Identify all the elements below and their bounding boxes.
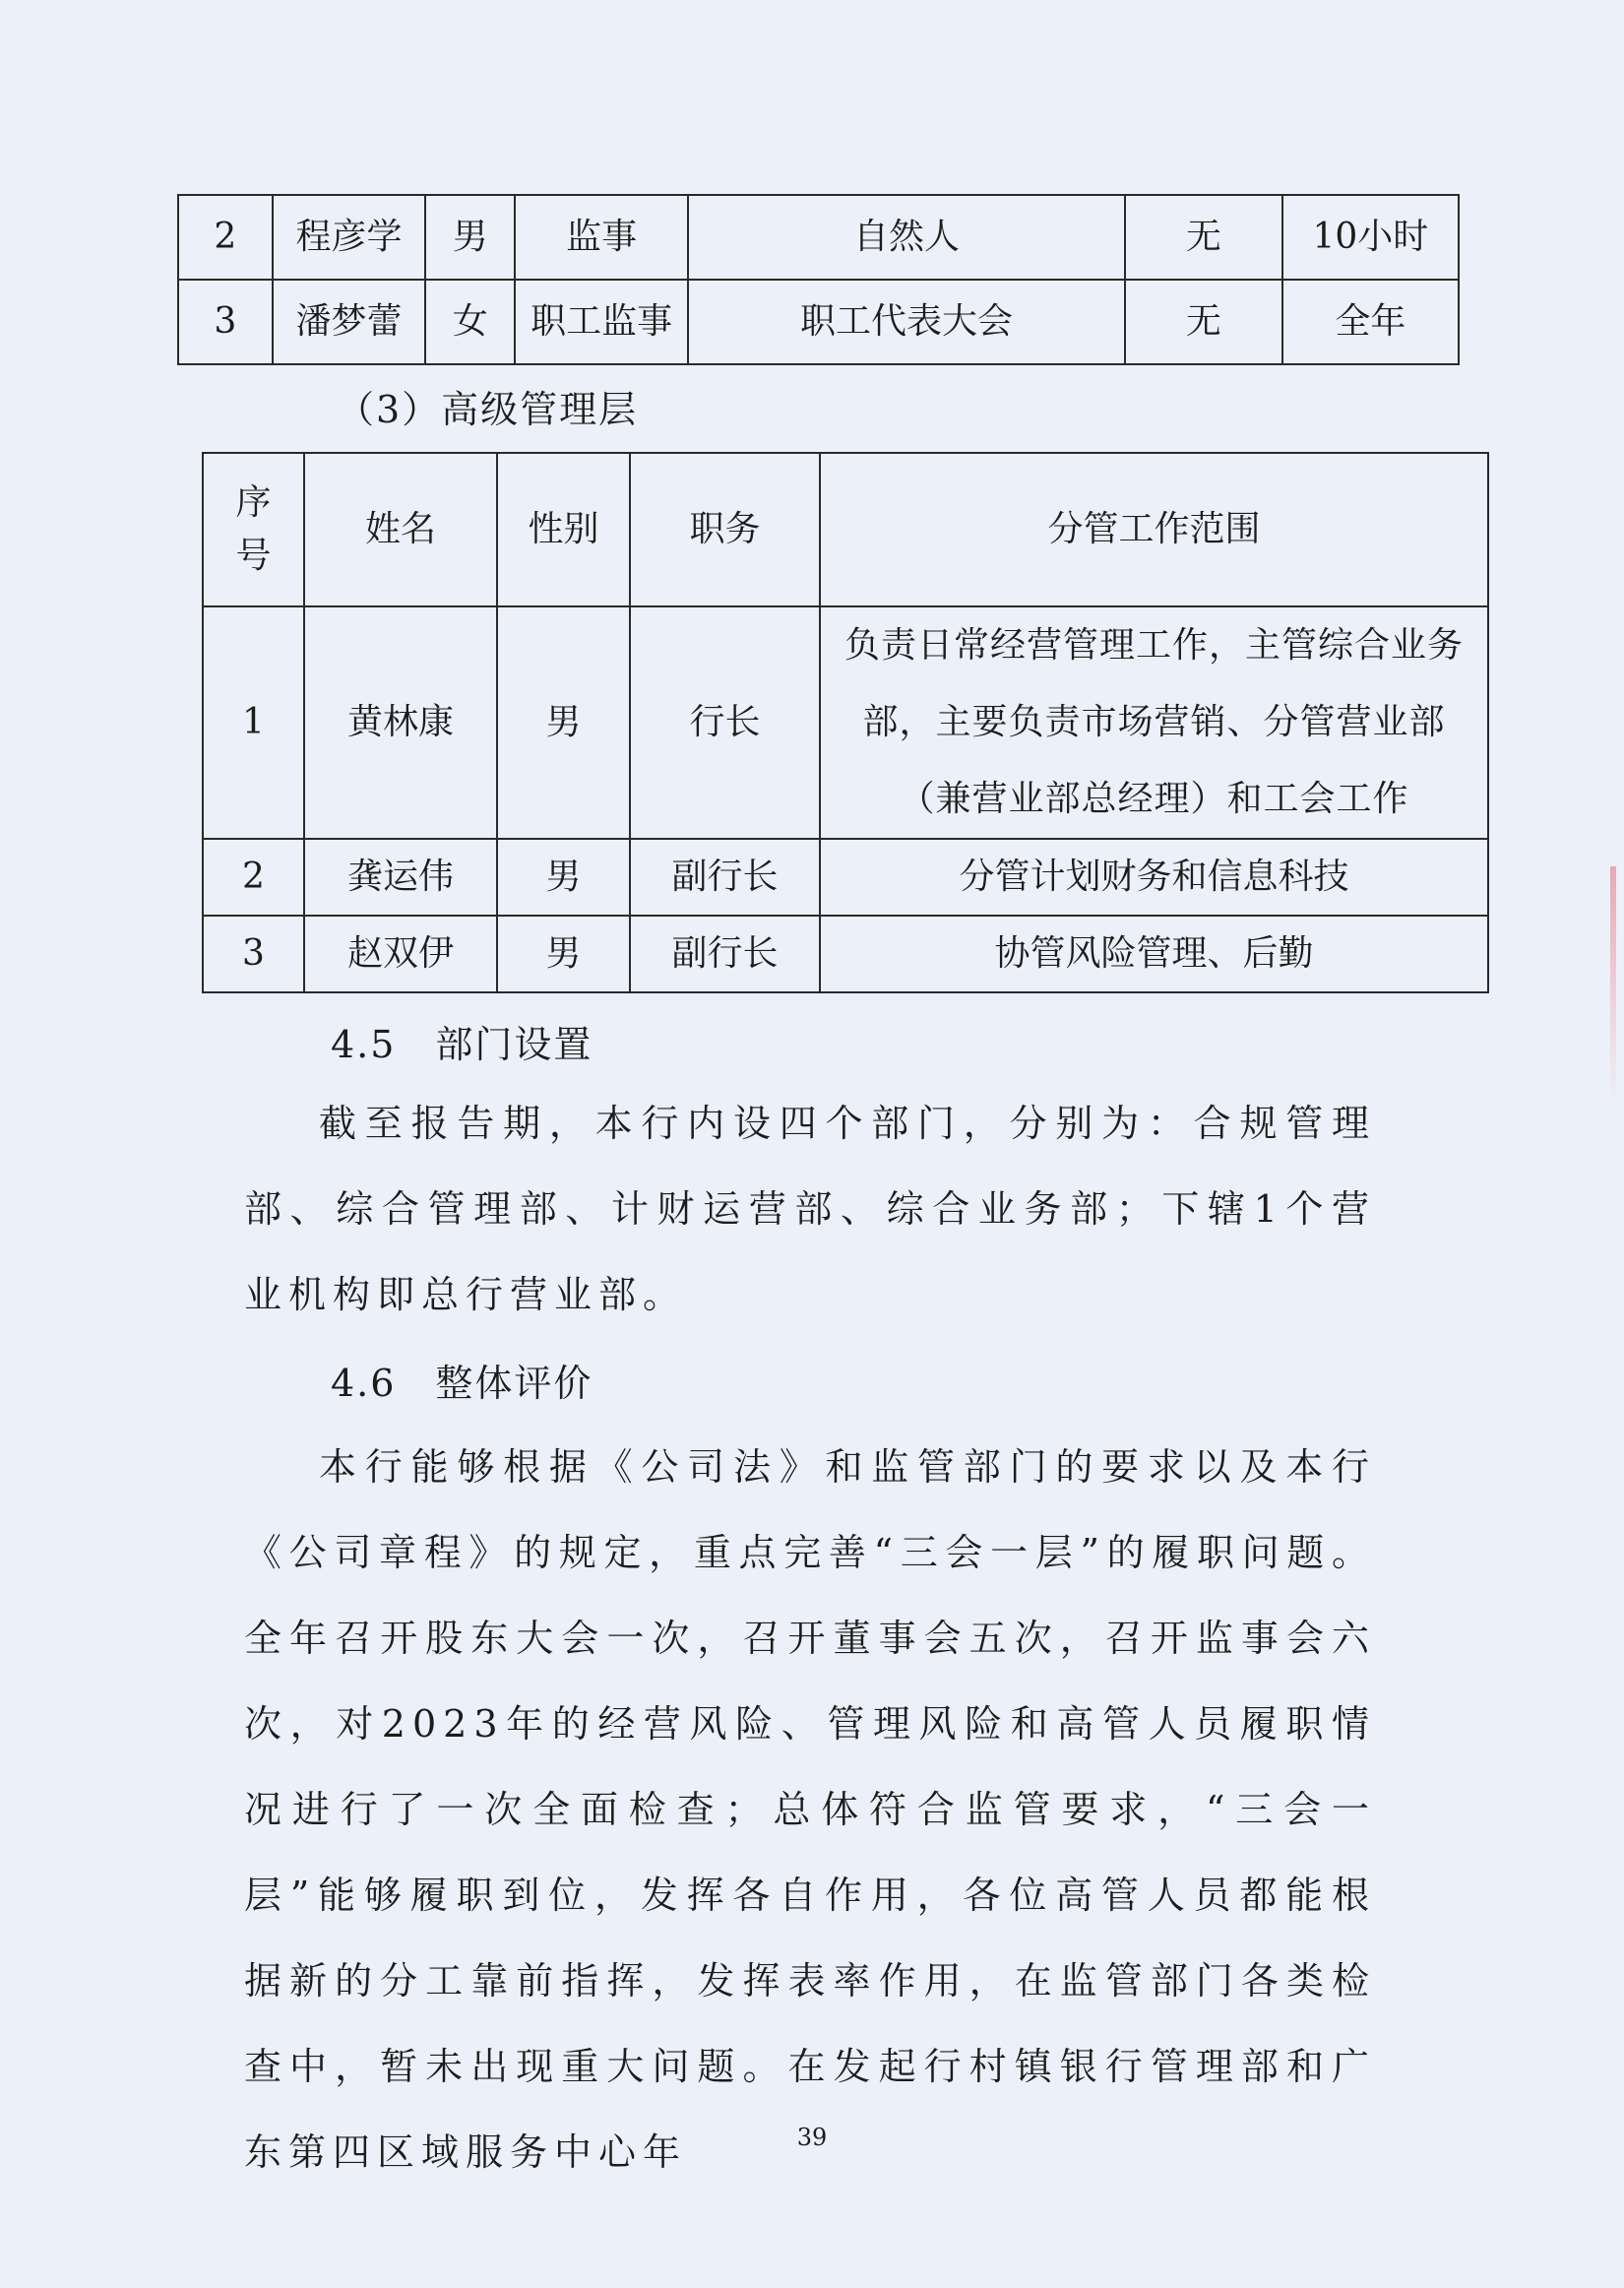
page-number: 39	[796, 2124, 828, 2151]
table-row	[203, 606, 1488, 839]
paragraph-overall-evaluation: 本行能够根据《公司法》和监管部门的要求以及本行《公司章程》的规定，重点完善“三会一层”的履职问题。全年召开股东大会一次，召开董事会五次，召开监事会六次，对2023年的经营风险、管理风险和高管人员履职情况进行了一次全面检查；总体符合监管要求，“三会一层”能够履职到位，发挥各自作用，各位高管人员都能根据新的分工靠前指挥，发挥表率作用，在监管部门各类检查中，暂未出现重大问题。在发起行村镇银行管理部和广东第四区域服务中心年	[244, 1445, 1376, 2174]
cell-position: 监事	[515, 195, 688, 280]
section-heading-senior-management: （3）高级管理层	[337, 388, 639, 431]
header-duty: 分管工作范围	[820, 453, 1488, 606]
header-position: 职务	[630, 453, 820, 606]
cell-duty: 负责日常经营管理工作，主管综合业务部，主要负责市场营销、分管营业部（兼营业部总经理）和工会工作	[820, 606, 1488, 839]
header-no: 序号	[203, 453, 304, 606]
cell-position: 副行长	[630, 916, 820, 992]
table-row	[178, 195, 1459, 280]
cell-nominator: 自然人	[688, 195, 1125, 280]
supervisors-table	[177, 194, 1460, 365]
cell-other: 无	[1125, 195, 1282, 280]
table-header-row	[203, 453, 1488, 606]
cell-tenure: 10小时	[1282, 195, 1459, 280]
cell-tenure: 全年	[1282, 280, 1459, 364]
cell-gender: 女	[425, 280, 515, 364]
paragraph-department-setup: 截至报告期，本行内设四个部门，分别为：合规管理部、综合管理部、计财运营部、综合业务部；下辖1个营业机构即总行营业部。	[244, 1102, 1376, 1316]
cell-name: 黄林康	[304, 606, 497, 839]
cell-name: 龚运伟	[304, 839, 497, 916]
cell-gender: 男	[497, 606, 630, 839]
cell-name: 赵双伊	[304, 916, 497, 992]
cell-gender: 男	[425, 195, 515, 280]
section-heading-4-5: 4.5 部门设置	[331, 1023, 593, 1066]
cell-duty: 协管风险管理、后勤	[820, 916, 1488, 992]
cell-gender: 男	[497, 916, 630, 992]
cell-nominator: 职工代表大会	[688, 280, 1125, 364]
table-row	[203, 839, 1488, 916]
cell-position: 职工监事	[515, 280, 688, 364]
cell-other: 无	[1125, 280, 1282, 364]
table-row	[203, 916, 1488, 992]
cell-duty: 分管计划财务和信息科技	[820, 839, 1488, 916]
cell-no: 3	[178, 280, 273, 364]
cell-gender: 男	[497, 839, 630, 916]
section-heading-4-6: 4.6 整体评价	[331, 1362, 593, 1405]
cell-position: 行长	[630, 606, 820, 839]
header-gender: 性别	[497, 453, 630, 606]
header-name: 姓名	[304, 453, 497, 606]
cell-name: 程彦学	[273, 195, 426, 280]
senior-management-table	[202, 452, 1489, 993]
table-row	[178, 280, 1459, 364]
cell-no: 1	[203, 606, 304, 839]
stamp-edge-mark	[1610, 866, 1616, 1103]
cell-name: 潘梦蕾	[273, 280, 426, 364]
cell-no: 2	[203, 839, 304, 916]
cell-no: 3	[203, 916, 304, 992]
cell-position: 副行长	[630, 839, 820, 916]
cell-no: 2	[178, 195, 273, 280]
